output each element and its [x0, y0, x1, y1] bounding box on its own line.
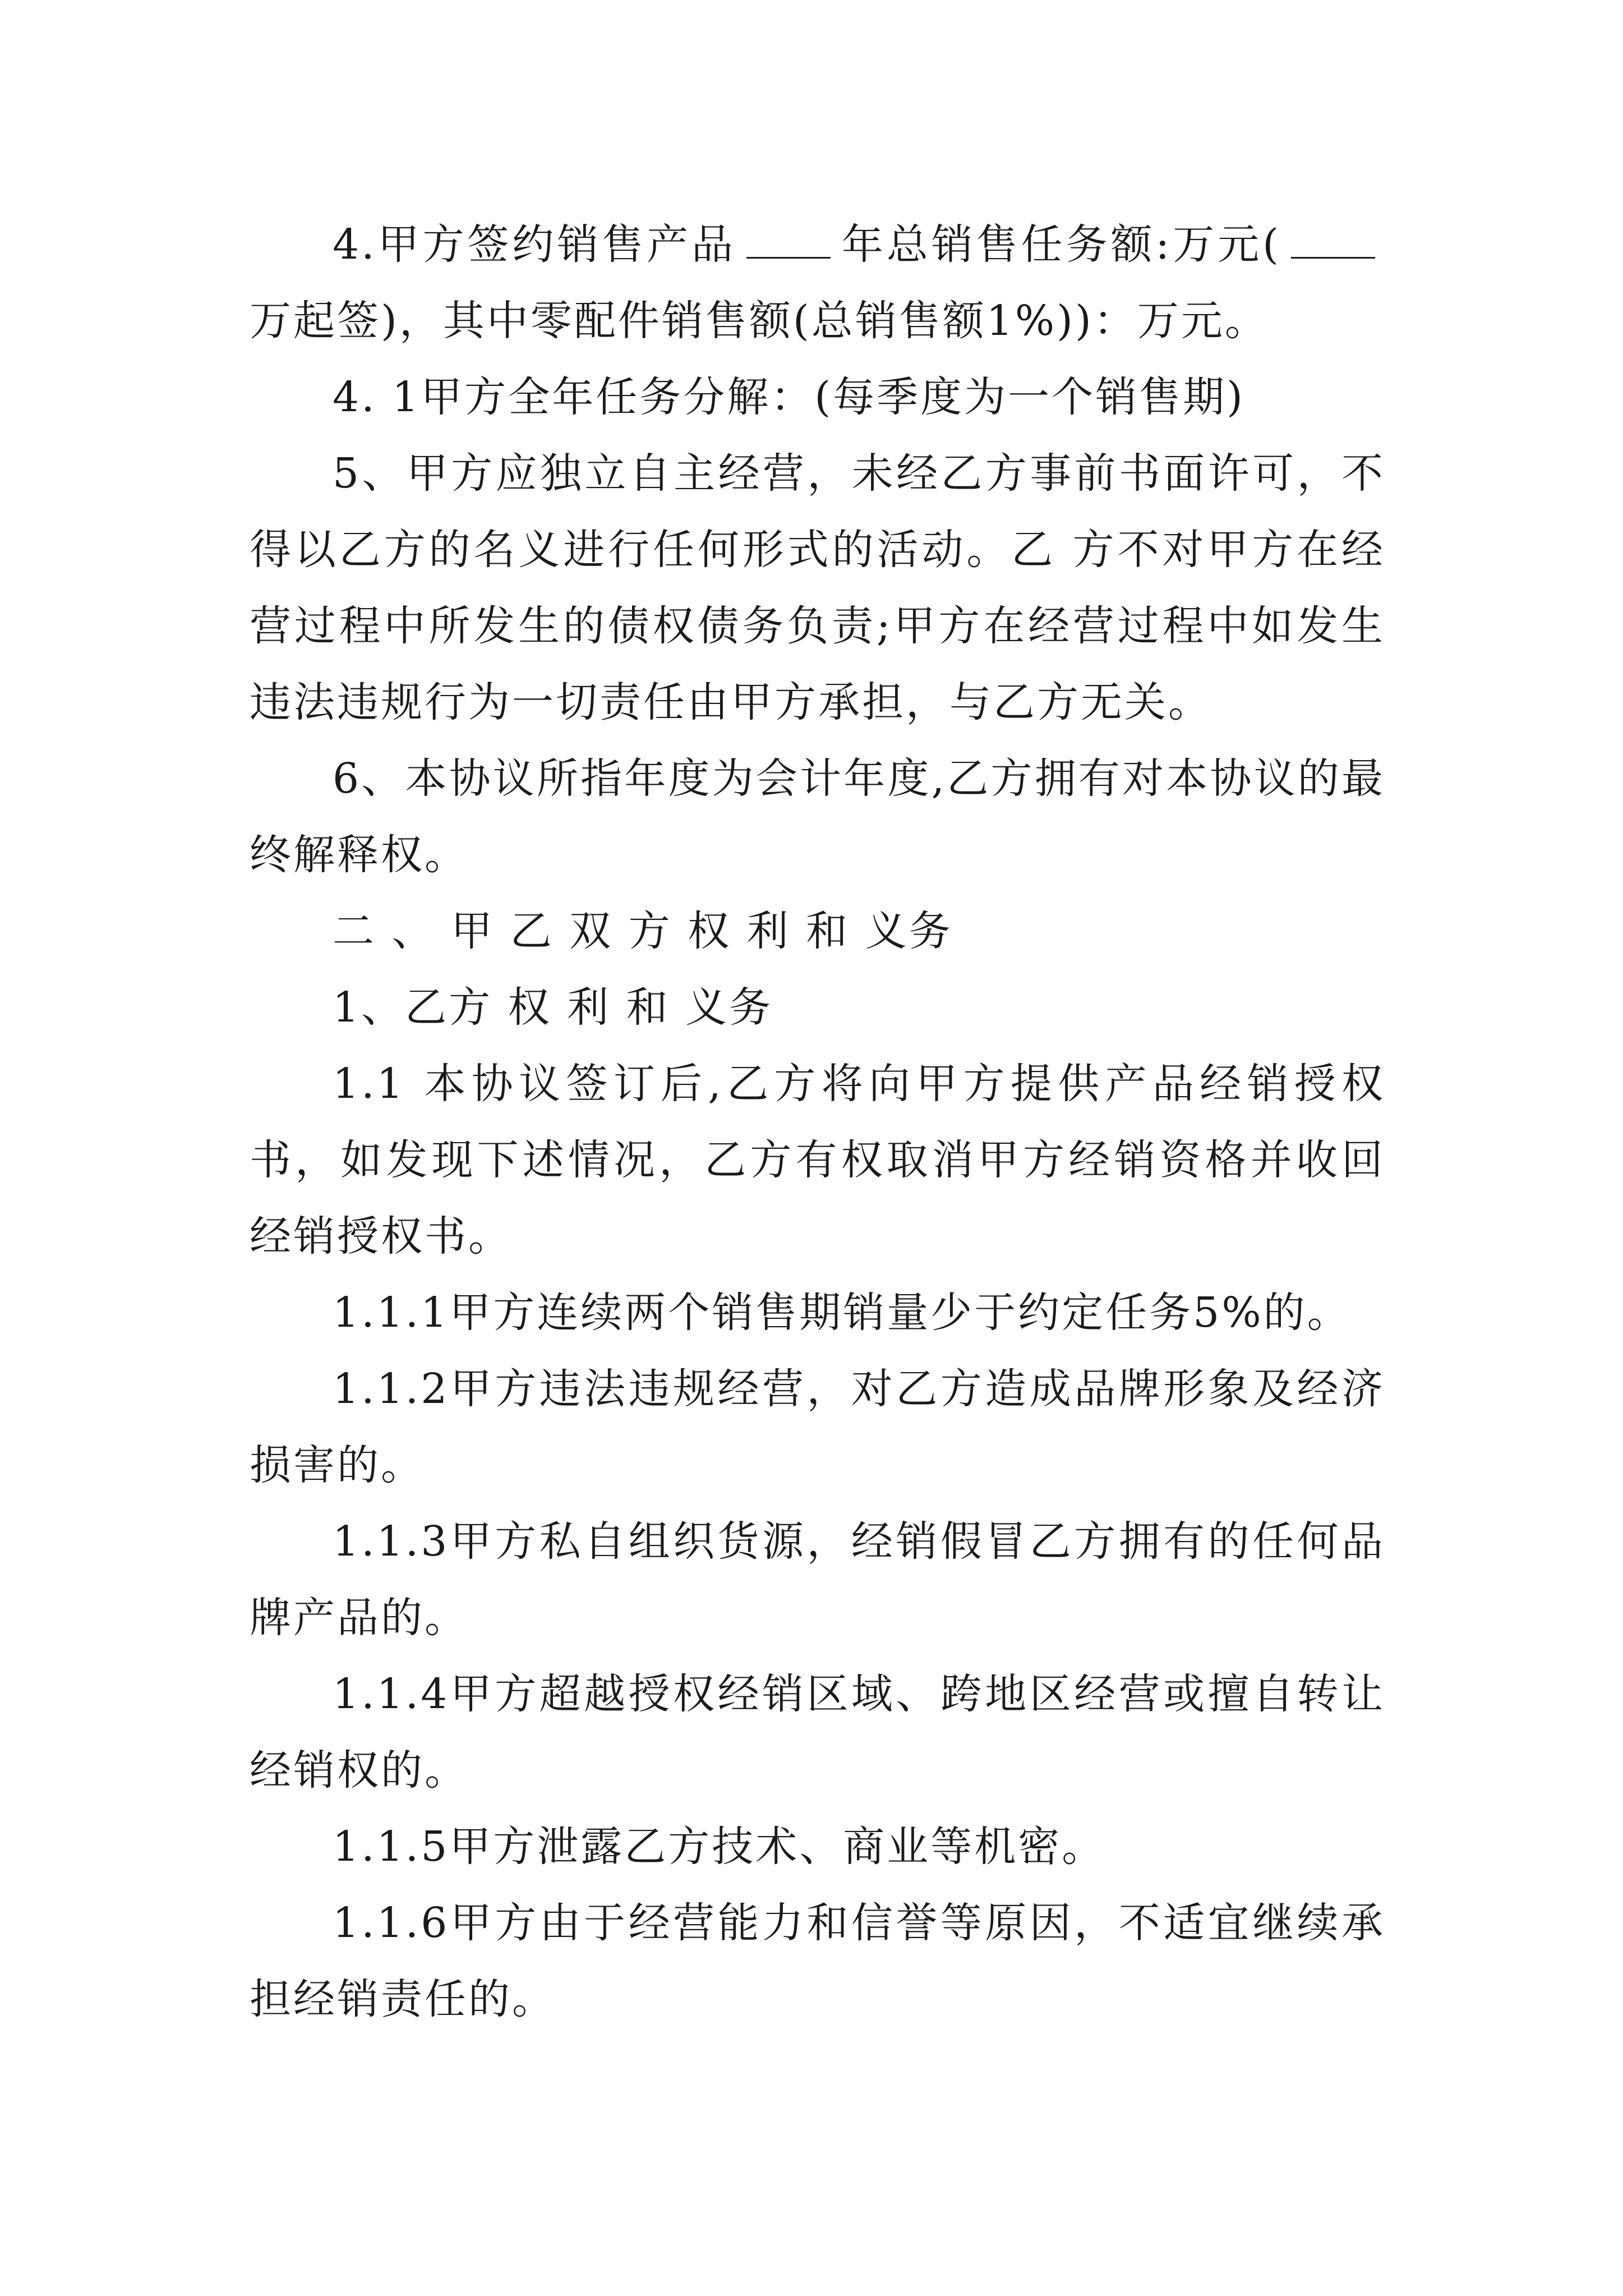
subsection-heading-1: 1、乙方 权 利 和 义务 — [333, 983, 773, 1032]
clause-1-1-3: 1.1.3甲方私自组织货源，经销假冒乙方拥有的任何品牌产品的。 — [250, 1517, 1385, 1642]
clause-1-1-6: 1.1.6甲方由于经营能力和信誉等原因，不适宜继续承担经销责任的。 — [250, 1899, 1385, 2023]
clause-1-1-4: 1.1.4甲方超越授权经销区域、跨地区经营或擅自转让经销权的。 — [250, 1670, 1385, 1795]
clause-1-1-1: 1.1.1甲方连续两个销售期销量少于约定任务5%的。 — [333, 1289, 1351, 1337]
paragraph-4-1: 4. 1甲方全年任务分解：(每季度为一个销售期) — [333, 373, 1245, 421]
fill-in-blank — [746, 223, 831, 259]
paragraph-5: 5、甲方应独立自主经营，未经乙方事前书面许可，不得以乙方的名义进行任何形式的活动。乙 方不对甲方在经营过程中所发生的债权债务负责;甲方在经营过程中如发生违法违规行为一切责任由甲方承担，与乙方无关。 — [250, 449, 1385, 726]
document-body — [250, 206, 1385, 2037]
paragraph-4-part-b: 年总销售任务额:万元( — [840, 220, 1281, 269]
paragraph-4-part-a: 4.甲方签约销售产品 — [333, 220, 736, 269]
paragraph-4 — [250, 206, 1385, 359]
fill-in-blank — [1291, 223, 1375, 259]
clause-1-1: 1.1 本协议签订后,乙方将向甲方提供产品经销授权书，如发现下述情况，乙方有权取消甲方经销资格并收回经销授权书。 — [250, 1060, 1385, 1260]
section-heading-2: 二 、 甲 乙 双 方 权 利 和 义务 — [333, 907, 953, 955]
clause-1-1-5: 1.1.5甲方泄露乙方技术、商业等机密。 — [333, 1823, 1106, 1871]
paragraph-6: 6、本协议所指年度为会计年度,乙方拥有对本协议的最终解释权。 — [250, 754, 1385, 879]
paragraph-4-part-c: 万起签)，其中零配件销售额(总销售额1%))：万元。 — [250, 297, 1269, 345]
clause-1-1-2: 1.1.2甲方违法违规经营，对乙方造成品牌形象及经济损害的。 — [250, 1365, 1385, 1489]
